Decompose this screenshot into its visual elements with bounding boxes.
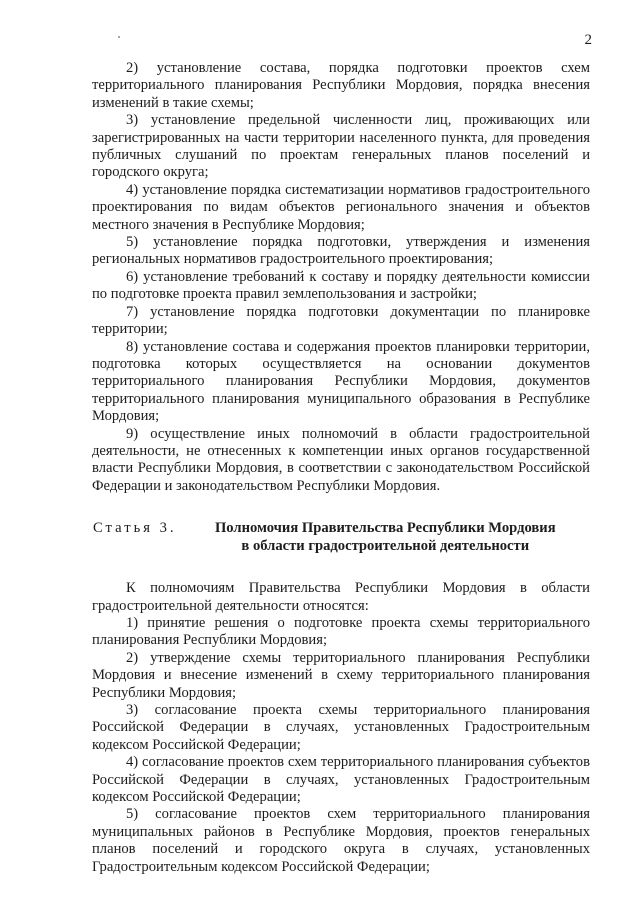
paragraph-item-6: 6) установление требований к составу и порядку деятельности комиссии по подготовке проекта правил землепользования и застройки; (92, 268, 590, 303)
article-number: Статья 3. (93, 520, 177, 537)
paragraph-item-5: 5) установление порядка подготовки, утверждения и изменения региональных нормативов градостроительного проектирования; (92, 234, 590, 268)
paragraph-power-2: 2) утверждение схемы территориального планирования Республики Мордовия и внесение изменений в схему территориального планирования Республики Мордовия; (92, 649, 590, 701)
paragraph-item-7: 7) установление порядка подготовки документации по планировке территории; (92, 303, 590, 338)
article-title-line-1: Полномочия Правительства Республики Мордовия (214, 520, 556, 537)
paragraph-power-4: 4) согласование проектов схем территориального планирования субъектов Российской Федерации в случаях, установленных Градостроительным кодексом Российской Федерации; (92, 754, 590, 806)
paragraph-item-2: 2) установление состава, порядка подготовки проектов схем территориального планирования Республики Мордовия, порядка внесения изменений в такие схемы; (92, 60, 590, 111)
document-body (92, 60, 590, 876)
paragraph-intro: К полномочиям Правительства Республики Мордовия в области градостроительной деятельности относятся: (92, 580, 590, 614)
paragraph-power-1: 1) принятие решения о подготовке проекта схемы территориального планирования Республики Мордовия; (92, 614, 590, 649)
paragraph-power-5: 5) согласование проектов схем территориального планирования муниципальных районов в Республике Мордовия, проектов генеральных планов поселений и городского округа в случаях, установленных Градостроительным кодексом Российской Федерации; (92, 806, 590, 875)
paragraph-item-3: 3) установление предельной численности лиц, проживающих или зарегистрированных на части территории населенного пункта, для проведения публичных слушаний по проектам генеральных планов поселений и городского округа; (92, 112, 590, 181)
article-title (189, 519, 590, 555)
article-heading (92, 519, 590, 555)
paragraph-item-9: 9) осуществление иных полномочий в области градостроительной деятельности, не отнесенных к компетенции иных органов государственной власти Республики Мордовия, в соответствии с законодательством Российской Федерации и законодательством Республики Мордовия. (92, 425, 590, 494)
page-number: 2 (584, 32, 592, 48)
scan-edge-mark (22, 870, 582, 871)
paragraph-item-8: 8) установление состава и содержания проектов планировки территории, подготовка которых осуществляется на основании документов территориального планирования Республики Мордовия, документов территориального планирования муниципального образования в Республике Мордовия; (92, 338, 590, 425)
paragraph-power-3: 3) согласование проекта схемы территориального планирования Российской Федерации в случаях, установленных Градостроительным кодексом Российской Федерации; (92, 702, 590, 753)
paragraph-item-4: 4) установление порядка систематизации нормативов градостроительного проектирования по видам объектов регионального значения и объектов местного значения в Республике Мордовия; (92, 181, 590, 233)
article-title-line-2: в области градостроительной деятельности (241, 538, 530, 555)
scan-speck (118, 36, 120, 38)
